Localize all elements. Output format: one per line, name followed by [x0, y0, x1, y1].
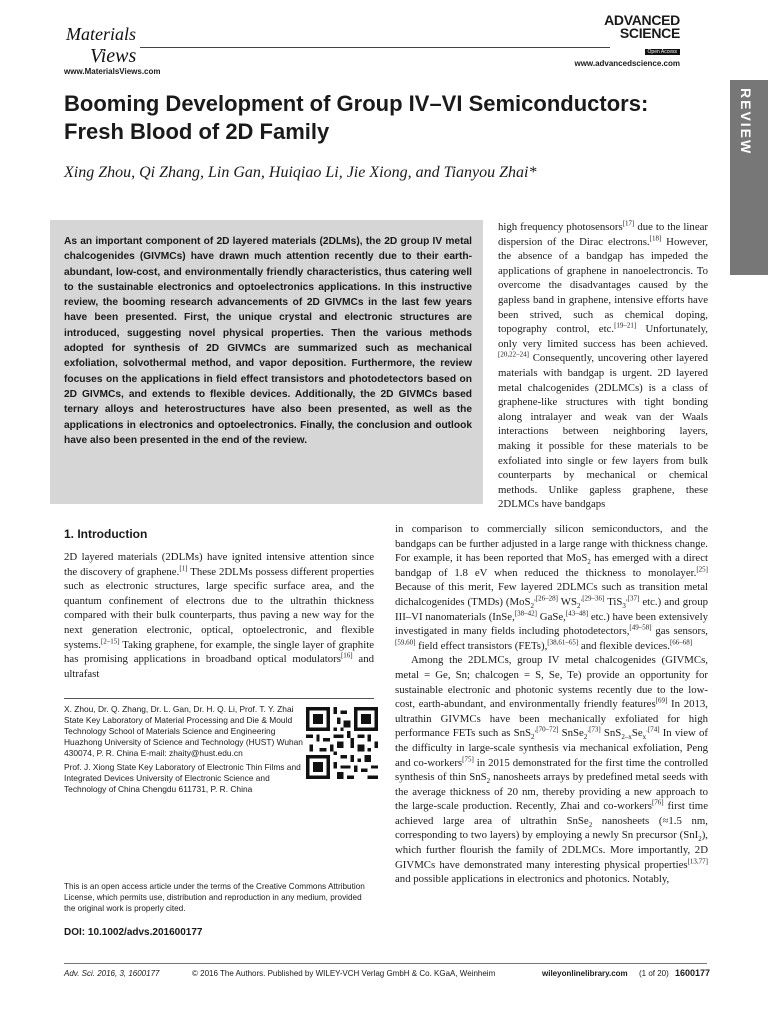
citation[interactable]: [20,22–24] — [498, 350, 529, 359]
text-run: high frequency photosensors — [498, 221, 623, 233]
text-run: SnS — [600, 727, 622, 740]
footer-copyright: © 2016 The Authors. Published by WILEY-VCH Verlag GmbH & Co. KGaA, Weinheim — [192, 969, 496, 978]
text-run: Unfortunately, only very limited success has been achieved. — [498, 323, 709, 350]
text-run: WS — [557, 595, 577, 608]
license-text: This is an open access article under the terms of the Creative Commons Attribution License, which permits use, distribution and reproduction in any medium, provided the original work is properly cited. — [64, 882, 365, 913]
subscript: 2 — [530, 602, 535, 611]
citation[interactable]: [38–42] — [514, 608, 537, 617]
paragraph — [395, 653, 708, 887]
text-run: ), which further flourish the family of 2DLMCs. More importantly, 2D GIVMCs have demonstrated many interesting physical properties — [395, 829, 708, 871]
citation[interactable]: [16] — [340, 651, 353, 660]
text-run: Taking graphene, for example, the single layer of graphite has promising applications in broadband optical modulators — [64, 638, 374, 666]
citation[interactable]: [2–15] — [100, 636, 120, 645]
citation[interactable]: [66–68] — [669, 638, 693, 647]
citation[interactable]: ,[26–28] — [534, 594, 558, 603]
affiliation-rule — [64, 698, 374, 699]
citation[interactable]: [13,77] — [687, 857, 708, 866]
footer-page-number: (1 of 20) — [639, 969, 669, 978]
citation[interactable]: [17] — [622, 219, 635, 228]
subscript: 2 — [583, 733, 588, 742]
citation[interactable]: .[74] — [646, 725, 660, 734]
text-run: in comparison to commercially silicon semiconductors, and the bandgaps can be further adjusted in a large range with thickness change. For example, it has been reported that MoS — [395, 523, 708, 565]
affiliation-block: Prof. J. Xiong State Key Laboratory of Electronic Thin Films and Integrated Devices University of Electronic Science and Technology of China Chengdu 611731, P. R. China — [64, 762, 301, 794]
subscript: x — [642, 733, 647, 742]
abstract-text: As an important component of 2D layered materials (2DLMs), the 2D group IV metal chalcogenides (GIVMCs) have drawn much attention recently due to their earth-abundant, low-cost, and environmentally friendly characteristics, thus catering well to the sustainable electronics and optoelectronics applications. In this instructive review, the booming research advancements of 2D GIVMCs in the last few years have been presented. First, the unique crystal and electronic structures are introduced, suggesting novel physical properties. Then the various methods adopted for synthesis of 2D GIVMCs are summarized such as mechanical exfoliation, solvothermal method, and vapor deposition. Furthermore, the review focuses on the applications in field effect transistors and photodetectors based on 2D GIVMCs, and extends to flexible devices. Additionally, the 2D GIVMCs based ternary alloys and heterostructures have also been presented, as well as the applications in electronics and optoelectronics. Finally, the conclusion and outlook have also been presented in the end of the review. — [64, 236, 472, 446]
citation[interactable]: [38,61–65] — [547, 638, 579, 647]
text-run: Se — [631, 727, 643, 740]
footer-site-link[interactable]: wileyonlinelibrary.com — [542, 969, 628, 978]
subscript: 2 — [588, 821, 593, 830]
citation[interactable]: [43–48] — [565, 608, 589, 617]
logo-line-2: SCIENCE — [619, 25, 680, 41]
citation[interactable]: [75] — [462, 754, 474, 763]
article-title: Booming Development of Group IV–VI Semiconductors: Fresh Blood of 2D Family — [64, 91, 649, 144]
right-column-top — [498, 220, 708, 512]
citation[interactable]: [49–58] — [629, 623, 652, 632]
citation[interactable]: [76] — [651, 798, 664, 807]
citation[interactable]: [19–21] — [614, 321, 637, 330]
text-run: field effect transistors (FETs), — [415, 639, 548, 652]
text-run: etc.) have been extensively investigated in many fields including photodetectors, — [395, 610, 708, 638]
text-run: These 2DLMs possess different properties such as electronic structures, large specific surface area, and the quantum confinement of electrons due to the ultrathin thickness compared with their bulk counterparts, thus paving a new way for the next generation electronic, optical, optoelectronic, and flexible systems. — [64, 565, 374, 651]
right-column-main — [395, 522, 708, 887]
svg-text:Materials: Materials — [66, 24, 136, 44]
review-side-tab — [730, 80, 768, 275]
paragraph — [395, 522, 708, 653]
text-run: gas sensors, — [651, 625, 709, 638]
affiliation-block: X. Zhou, Dr. Q. Zhang, Dr. L. Gan, Dr. H. Q. Li, Prof. T. Y. Zhai State Key Laboratory of Material Processing and Die & Mould Technology School of Materials Science and Engineering Huazhong University of Science and Technology (HUST) Wuhan 430074, P. R. China E-mail: zhaity@hust.edu.cn — [64, 704, 303, 758]
logo-line-1: ADVANCED — [604, 12, 680, 28]
svg-text:Views: Views — [90, 45, 137, 67]
text-run: due to the linear dispersion of the Dirac electrons. — [498, 221, 708, 248]
affiliations — [64, 704, 304, 798]
text-run: etc.) and group III–VI nanomaterials (InSe, — [395, 595, 708, 623]
qr-code-icon[interactable] — [306, 707, 378, 779]
citation[interactable]: [25] — [696, 565, 708, 574]
text-run: and possible applications in electronics and photonics. Notably, — [395, 873, 670, 886]
text-run: nanosheets (≈1.5 nm, corresponding to two layers) by employing a newly Sn precursor (SnI — [395, 814, 709, 842]
introduction-paragraph — [64, 550, 374, 681]
text-run: in 2015 demonstrated for the first time the controlled synthesis of thin SnS — [395, 756, 708, 784]
text-run: 2D layered materials (2DLMs) have ignited intensive attention since the discovery of graphene. — [64, 551, 374, 578]
materials-views-logo[interactable] — [64, 20, 154, 70]
text-run: Consequently, uncovering other layered materials with bandgap is urgent. 2D layered metal chalcogenides (2DLMCs) is a class of graphene-like structures with tight bonding along intralayer and weak van der Waals interactions between neighboring layers, making it possible for these materials to be exfoliated into single or few layers from bulk counterparts by mechanical or chemical methods. Unlike gapless graphene, these 2DLMCs have bandgaps — [498, 352, 708, 511]
subscript: 2 — [486, 777, 491, 786]
text-run: SnSe — [558, 727, 584, 740]
doi-link[interactable]: DOI: 10.1002/advs.201600177 — [64, 927, 203, 938]
subscript: 2 — [587, 558, 591, 567]
author-list: Xing Zhou, Qi Zhang, Lin Gan, Huiqiao Li, Jie Xiong, and Tianyou Zhai* — [64, 164, 537, 181]
site-url-right[interactable]: www.advancedscience.com — [574, 59, 680, 68]
advanced-science-logo[interactable] — [585, 14, 680, 58]
text-run: In view of the difficulty in large-scale synthesis via mechanical exfoliation, Peng and co-workers — [395, 727, 709, 769]
citation[interactable]: [69] — [655, 696, 668, 705]
citation[interactable]: ,[37] — [625, 594, 640, 603]
subscript: 2 — [531, 733, 535, 742]
citation[interactable]: [1] — [179, 564, 188, 572]
citation[interactable]: [59,60] — [395, 638, 416, 647]
subscript: 2 — [698, 835, 702, 844]
citation[interactable]: ,[29–36] — [580, 594, 605, 603]
text-run: However, the absence of a bandgap has impeded the applications of graphene in nanoelectroncis. To overcome the disadvantages caused by the gapless band in graphene, intensive efforts have been strived, such as chemical doping, topography control, etc. — [498, 235, 708, 336]
text-run: In 2013, ultrathin GIVMCs have been mechanically exfoliated for high performance FETs such as SnS — [395, 698, 709, 740]
text-run: and ultrafast — [64, 653, 374, 680]
subscript: 2 — [576, 602, 581, 611]
citation[interactable]: [18] — [649, 234, 662, 242]
subscript: 3 — [622, 602, 626, 611]
text-run: and flexible devices. — [578, 639, 670, 652]
citation[interactable]: ,[73] — [587, 725, 601, 734]
text-run: nanosheets arrays by predefined metal seeds with the average thickness of 20 nm, thereby providing a new approach to the large-scale production. Recently, Zhai and co-workers — [395, 771, 708, 813]
citation[interactable]: ,[70–72] — [534, 725, 559, 734]
text-run: has emerged with a direct bandgap of 1.8 eV when reduced the thickness to monolayer. — [395, 552, 708, 579]
site-url-left[interactable]: www.MaterialsViews.com — [64, 67, 161, 76]
text-run: GaSe, — [536, 610, 566, 623]
footer-rule — [64, 963, 707, 964]
footer-journal: Adv. Sci. 2016, 3, 1600177 — [64, 969, 160, 978]
text-run: Among the 2DLMCs, group IV metal chalcogenides (GIVMCs, metal = Ge, Sn; chalcogen = S, Se, Te) provide an opportunity for sustainable electronic and photonic systems recently due to the low-cost, earth-abundant, and environmentally friendly features — [395, 654, 708, 711]
side-tab-label: REVIEW — [738, 88, 754, 156]
text-run: Because of this merit, Few layered 2DLMCs such as transition metal dichalcogenides (TMDs) (MoS — [395, 581, 708, 608]
text-run: first time achieved large area of ultrathin SnSe — [395, 800, 708, 827]
header-rule — [140, 47, 610, 48]
footer-article-number: 1600177 — [675, 968, 711, 978]
section-heading-introduction: 1. Introduction — [64, 527, 148, 541]
open-access-badge: Open Access — [645, 49, 680, 55]
subscript: 2–x — [621, 733, 632, 742]
text-run: TiS — [604, 595, 623, 608]
